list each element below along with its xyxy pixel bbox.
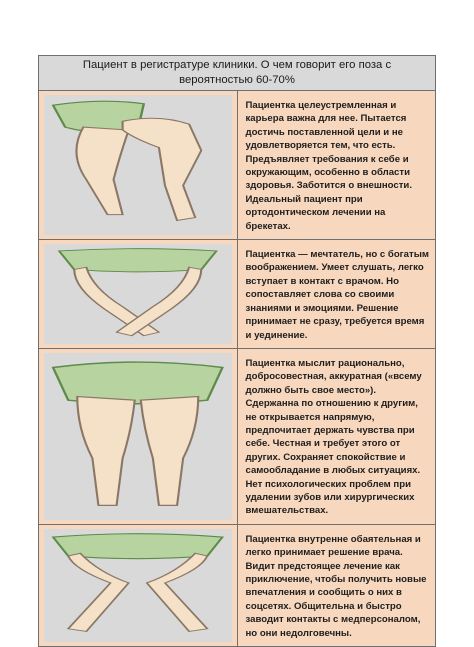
table-row <box>39 524 436 646</box>
pose-description: Пациентка внутренне обаятельная и легко принимает решение врача. Видит предстоящее лечение как приключение, чтобы получить новые впечатления и сообщить о них в соцсетях. Общительна и быстро заводит контакты с медперсоналом, но они недолговечны. <box>237 524 436 646</box>
pose-description: Пациентка целеустремленная и карьера важна для нее. Пытается достичь поставленной цели и не удовлетворяется тем, что есть. Предъявляет требования к себе и окружающим, особенно в области здоровья. Заботится о внешности. Идеальный пациент при ортодонтическом лечении на брекетах. <box>237 91 436 240</box>
table-row <box>39 240 436 349</box>
pose-description: Пациентка мыслит рационально, добросовестная, аккуратная («всему должно быть свое место»). Сдержанна по отношению к другим, не открывается напрямую, предпочитает держать чувства при себе. Честная и требует этого от других. Сохраняет спокойствие и самообладание в любых ситуациях. Нет психологических проблем при удалении зубов или хирургических вмешательствах. <box>237 348 436 524</box>
pose-illustration-cell <box>39 91 238 240</box>
table-row <box>39 91 436 240</box>
table-header-row <box>39 56 436 91</box>
pose-description: Пациентка — мечтатель, но с богатым воображением. Умеет слушать, легко вступает в контакт с врачом. Но сопоставляет слова со своими знаниями и эмоциями. Решение принимает не сразу, требуется время и уединение. <box>237 240 436 349</box>
legs-ankles-crossed-illustration <box>44 244 232 344</box>
pose-illustration-cell <box>39 240 238 349</box>
legs-feet-apart-illustration <box>44 529 232 642</box>
table-row <box>39 348 436 524</box>
legs-knees-together-illustration <box>44 353 232 520</box>
patient-pose-table <box>38 55 436 647</box>
legs-crossed-illustration <box>44 95 232 235</box>
pose-illustration-cell <box>39 348 238 524</box>
pose-illustration-cell <box>39 524 238 646</box>
table-title: Пациент в регистратуре клиники. О чем говорит его поза с вероятностью 60-70% <box>39 56 436 91</box>
